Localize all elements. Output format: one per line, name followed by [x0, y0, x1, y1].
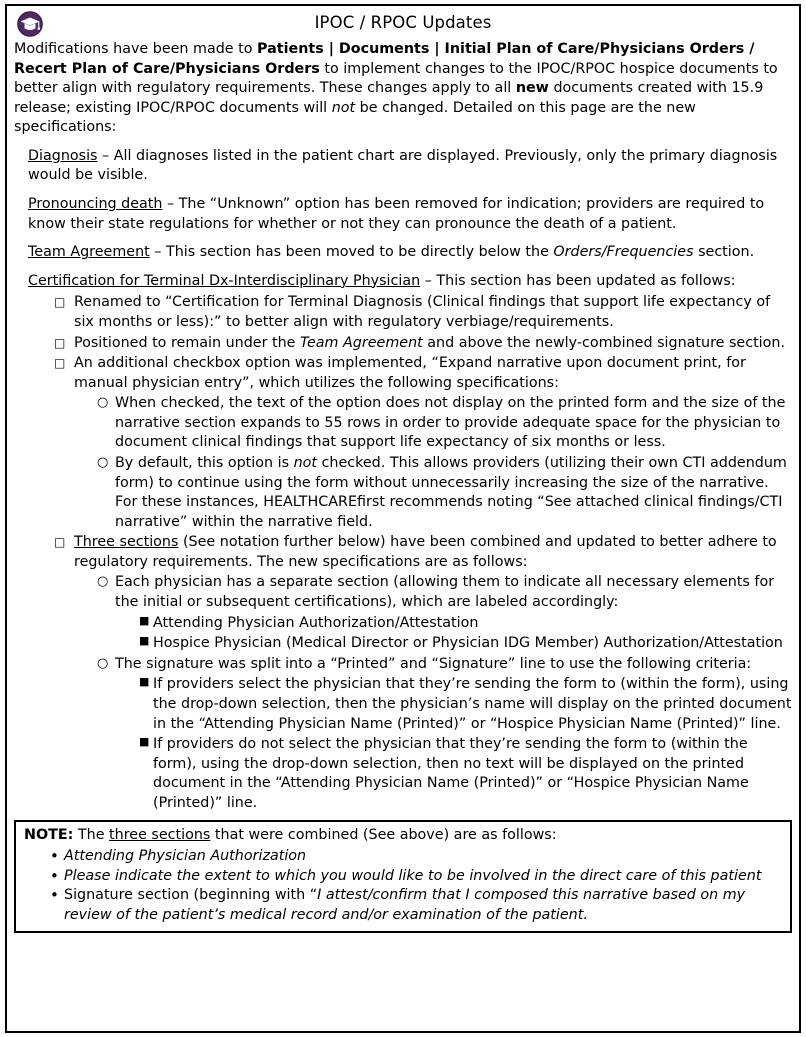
note-item-list	[24, 847, 782, 925]
round-bullet-icon: •	[50, 886, 59, 905]
note-lead	[24, 826, 782, 846]
cert-bullet-3-sub-2-text-a: By default, this option is	[115, 454, 294, 471]
intro-not-italic: not	[331, 99, 356, 116]
hospice-physician-label: Hospice Physician (Medical Director or Physician IDG Member) Authorization/Attestation	[153, 635, 783, 652]
list-item	[96, 454, 792, 532]
circle-bullet-icon: ○	[97, 574, 109, 590]
cert-bullet-4-sub-2-text: The signature was split into a “Printed” and “Signature” line to use the following criteria:	[115, 655, 752, 672]
intro-paragraph	[14, 40, 792, 138]
document-frame	[5, 4, 801, 1033]
circle-bullet-icon: ○	[97, 395, 109, 411]
filled-square-bullet-icon: ■	[139, 735, 150, 749]
section-team-agreement	[14, 243, 792, 263]
cert-bullet-3-sub-2-text-b: checked. This allows providers (utilizing their own CTI addendum form) to continue using the form without unnecessarily increasing the size of the narrative. For these instances, HEALTHCAREfirst recommends noting “See attached clinical findings/CTI narrative” within the narrative field.	[115, 454, 787, 530]
list-item	[50, 886, 782, 925]
cert-bullet-3-sublist	[74, 394, 792, 532]
square-bullet-icon: □	[54, 535, 66, 550]
circle-bullet-icon: ○	[97, 454, 109, 470]
list-item	[137, 614, 792, 634]
section-diagnosis-heading: Diagnosis	[28, 147, 98, 164]
section-team-agreement-text-b: section.	[693, 244, 755, 261]
note-item-3-text-italic: I attest/confirm that I composed this narrative based on my review of the patient’s medical record and/or examination of the patient.	[64, 887, 746, 923]
list-item	[96, 573, 792, 653]
filled-square-bullet-icon: ■	[139, 613, 150, 627]
section-certification	[14, 272, 792, 814]
filled-square-bullet-icon: ■	[139, 634, 150, 648]
note-item-2-text: Please indicate the extent to which you would like to be involved in the direct care of this patient	[64, 867, 762, 884]
intro-new-bold: new	[515, 80, 549, 97]
section-diagnosis-text: – All diagnoses listed in the patient chart are displayed. Previously, only the primary diagnosis would be visible.	[28, 147, 778, 184]
cert-bullet-4-sub-2-items	[115, 675, 792, 813]
signature-criteria-1-text: If providers select the physician that they’re sending the form to (within the form), using the drop-down selection, then the physician’s name will display on the printed document in the “Attending Physician Name (Printed)” or “Hospice Physician Name (Printed)” line.	[153, 676, 792, 732]
square-bullet-icon: □	[54, 356, 66, 371]
list-item	[50, 847, 782, 867]
section-pronouncing-death-text: – The “Unknown” option has been removed for indication; providers are required to know their state regulations for whether or not they can pronounce the death of a patient.	[28, 196, 765, 232]
round-bullet-icon: •	[50, 866, 59, 885]
signature-criteria-2-text: If providers do not select the physician that they’re sending the form to (within the form), using the drop-down selection, then no text will be displayed on the printed document in the “Attending Physician Name (Printed)” or “Hospice Physician Name (Printed)” line.	[153, 736, 749, 811]
section-diagnosis	[14, 147, 792, 186]
intro-text-e: documents created with 15.9 release; existing IPOC/RPOC documents will	[14, 80, 764, 116]
list-item	[96, 394, 792, 453]
list-item	[96, 655, 792, 814]
certification-bullet-list	[28, 293, 792, 813]
note-lead-text-b: that were combined (See above) are as follows:	[210, 827, 557, 844]
section-pronouncing-death	[14, 195, 792, 234]
note-box	[14, 820, 792, 933]
filled-square-bullet-icon: ■	[139, 675, 150, 689]
list-item	[54, 293, 792, 332]
note-label: NOTE:	[24, 827, 74, 844]
section-pronouncing-death-heading: Pronouncing death	[28, 196, 163, 213]
note-three-sections-underline: three sections	[109, 827, 211, 844]
section-certification-text: – This section has been updated as follows:	[420, 272, 736, 289]
cert-bullet-4-sub-1-text: Each physician has a separate section (allowing them to indicate all necessary elements for the initial or subsequent certifications), which are labeled accordingly:	[115, 574, 775, 611]
cert-bullet-4-text: (See notation further below) have been combined and updated to better adhere to regulatory requirements. The new specifications are as follows:	[74, 534, 777, 570]
cert-bullet-3-sub-1-text: When checked, the text of the option does not display on the printed form and the size of the narrative section expands to 55 rows in order to provide adequate space for the physician to document clinical findings that support life expectancy of six months or less.	[115, 395, 786, 451]
round-bullet-icon: •	[50, 846, 59, 865]
intro-text-a: Modifications have been made to	[14, 41, 258, 57]
cert-bullet-4-sublist	[74, 573, 792, 813]
page-title: IPOC / RPOC Updates	[314, 13, 492, 32]
cert-bullet-2-team-agreement-italic: Team Agreement	[300, 334, 423, 351]
section-team-agreement-heading: Team Agreement	[28, 244, 150, 261]
section-certification-heading: Certification for Terminal Dx-Interdisciplinary Physician	[28, 272, 421, 289]
cert-bullet-3-sub-2-not-italic: not	[293, 454, 317, 471]
document-header	[14, 10, 792, 38]
list-item	[54, 334, 792, 354]
cert-bullet-1-text: Renamed to “Certification for Terminal Diagnosis (Clinical findings that support life expectancy of six months or less):” to better align with regulatory verbiage/requirements.	[74, 294, 771, 330]
note-item-3-text-pre: Signature section (beginning with “	[64, 887, 318, 904]
list-item	[50, 867, 782, 887]
cert-bullet-3-text: An additional checkbox option was implemented, “Expand narrative upon document print, for manual physician entry”, which utilizes the following specifications:	[74, 355, 746, 391]
cert-bullet-2-text-a: Positioned to remain under the	[74, 334, 301, 351]
square-bullet-icon: □	[54, 295, 66, 310]
intro-path-bold: Patients | Documents | Initial Plan of Care/Physicians Orders / Recert Plan of Care/Physicians Orders	[14, 41, 755, 77]
list-item	[137, 735, 792, 813]
note-item-1-text: Attending Physician Authorization	[64, 847, 307, 864]
section-team-agreement-orders-italic: Orders/Frequencies	[553, 244, 694, 261]
list-item	[54, 533, 792, 813]
graduation-cap-logo-icon	[16, 11, 44, 37]
intro-text-c: to implement changes to the IPOC/RPOC hospice documents to better align with regulatory requirements. These changes apply to all	[14, 60, 778, 97]
list-item	[137, 675, 792, 734]
intro-text-g: be changed. Detailed on this page are the new specifications:	[14, 99, 696, 136]
list-item	[137, 634, 792, 654]
note-lead-text-a: The	[73, 827, 110, 844]
list-item	[54, 354, 792, 532]
circle-bullet-icon: ○	[97, 655, 109, 671]
cert-bullet-4-three-sections-underline: Three sections	[74, 534, 179, 551]
cert-bullet-2-text-b: and above the newly-combined signature section.	[422, 334, 786, 351]
section-team-agreement-text-a: – This section has been moved to be directly below the	[149, 244, 554, 261]
attending-physician-label: Attending Physician Authorization/Attestation	[153, 614, 479, 631]
cert-bullet-4-sub-1-items	[115, 614, 792, 654]
square-bullet-icon: □	[54, 335, 66, 350]
